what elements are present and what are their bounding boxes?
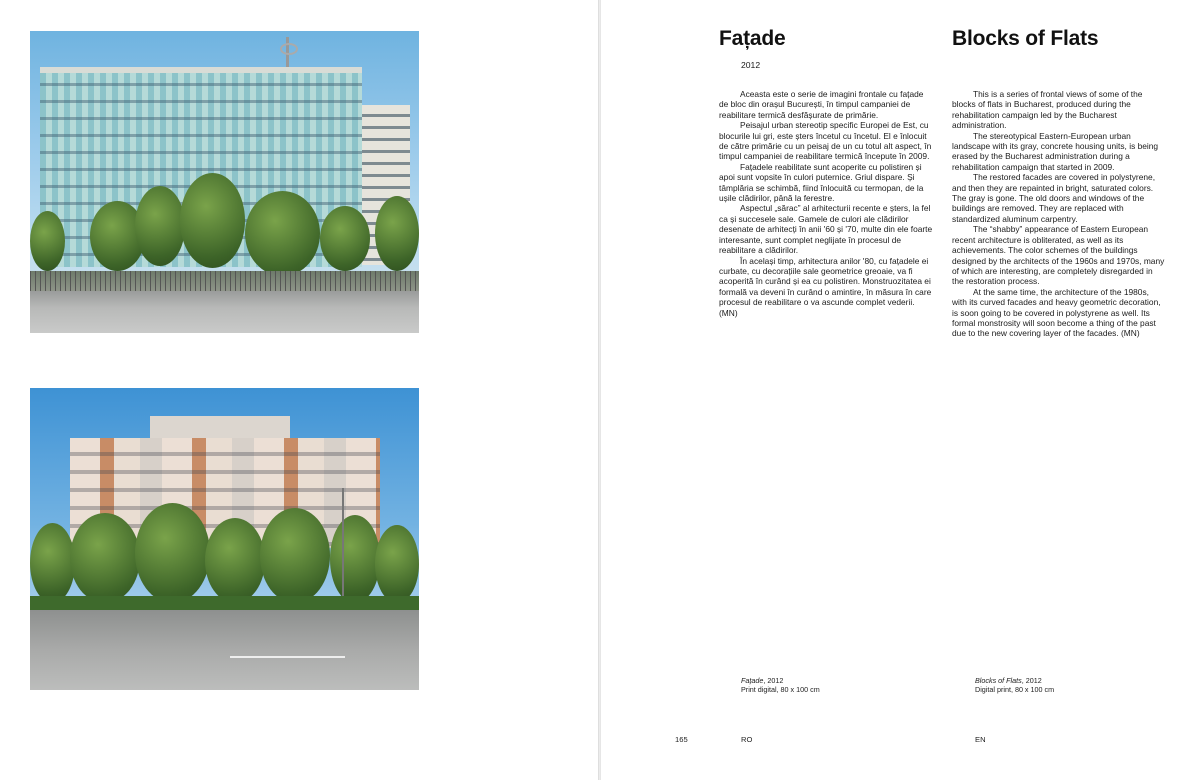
title-en: Blocks of Flats [952,27,1099,50]
caption-title: Blocks of Flats [975,676,1022,685]
page-number: 165 [675,735,688,744]
paragraph: The restored facades are covered in polystyrene, and then they are repainted in bright, saturated colors. The gray is gone. The old doors and windows of the buildings are removed. They are replaced with standardized aluminum carpentry. [952,172,1156,224]
road [30,610,419,690]
antenna-icon [286,37,289,67]
lane-marking [230,656,345,658]
caption-year: , 2012 [763,676,784,685]
language-label-en: EN [975,735,986,744]
road [30,291,419,333]
paragraph: Peisajul urban stereotip specific Europei de Est, cu blocurile lui gri, este șters încetul cu încetul. El e înlocuit de către primărie cu un peisaj de un cu totul alt aspect, în timpul campaniei de reabilitare termică începute în 2009. [719,120,932,162]
body-text-ro [719,89,933,318]
body-text-en [952,89,1166,339]
left-page [0,0,598,780]
paragraph: Aceasta este o serie de imagini frontale cu fațade de bloc din orașul București, în timpul campaniei de reabilitare termică desfășurate de primărie. [719,89,924,120]
paragraph: În același timp, arhitectura anilor '80, cu fațadele ei curbate, cu decorațiile sale geometrice greoaie, va fi acoperită în curând și ea cu polistiren. Monstruozitatea ei formală va deveni în curând o amintire, în măsura în care procesul de reabilitare o va ascunde complet vederii. (MN) [719,255,932,318]
photo-facade-pink-block [30,388,419,690]
paragraph: At the same time, the architecture of the 1980s, with its curved facades and heavy geometric decoration, is soon going to be covered in polystyrene as well. Its formal monstrosity will soon become a thing of the past due to the new covering layer of the facades. (MN) [952,286,1161,339]
hedge [30,596,419,610]
tree-row [30,181,419,276]
paragraph: Aspectul „sărac” al arhitecturii recente e șters, la fel ca și succesele sale. Gamele de culori ale clădirilor desenate de arhitecți în anii '60 și '70, multe din ele foarte interesante, sunt complet neglijate în procesul de reabilitare a clădirilor. [719,203,933,256]
photo-facade-blue-block [30,31,419,333]
paragraph: The stereotypical Eastern-European urban landscape with its gray, concrete housing units, is being erased by the Bucharest administration during a rehabilitation campaign that started in 2009. [952,130,1159,172]
caption-en [975,677,1054,694]
caption-medium: Digital print, 80 x 100 cm [975,684,1055,694]
caption-year: , 2012 [1021,676,1042,685]
tree-row [30,503,419,603]
paragraph: Fațadele reabilitate sunt acoperite cu polistiren și apoi sunt vopsite în culori puternice. Griul dispare. Și tâmplăria se schimbă, fiind înlocuită cu termopan, de la ușile clădirilor, până la ferestre. [719,161,924,204]
street-lamp [342,488,344,613]
language-label-ro: RO [741,735,753,744]
building-top [150,416,290,440]
caption-ro [741,677,820,694]
paragraph: The “shabby” appearance of Eastern European recent architecture is obliterated, as well as its achievements. The color schemes of the buildings designed by the architects of the 1960s and 1970s, many of which are interesting, are completely disregarded in the restoration process. [952,224,1165,287]
caption-title: Fațade [741,676,764,685]
year: 2012 [741,60,761,70]
fence [30,271,419,291]
caption-medium: Print digital, 80 x 100 cm [741,684,820,694]
title-ro: Fațade [719,27,786,50]
paragraph: This is a series of frontal views of some of the blocks of flats in Bucharest, produced during the rehabilitation campaign led by the Bucharest administration. [952,89,1143,131]
